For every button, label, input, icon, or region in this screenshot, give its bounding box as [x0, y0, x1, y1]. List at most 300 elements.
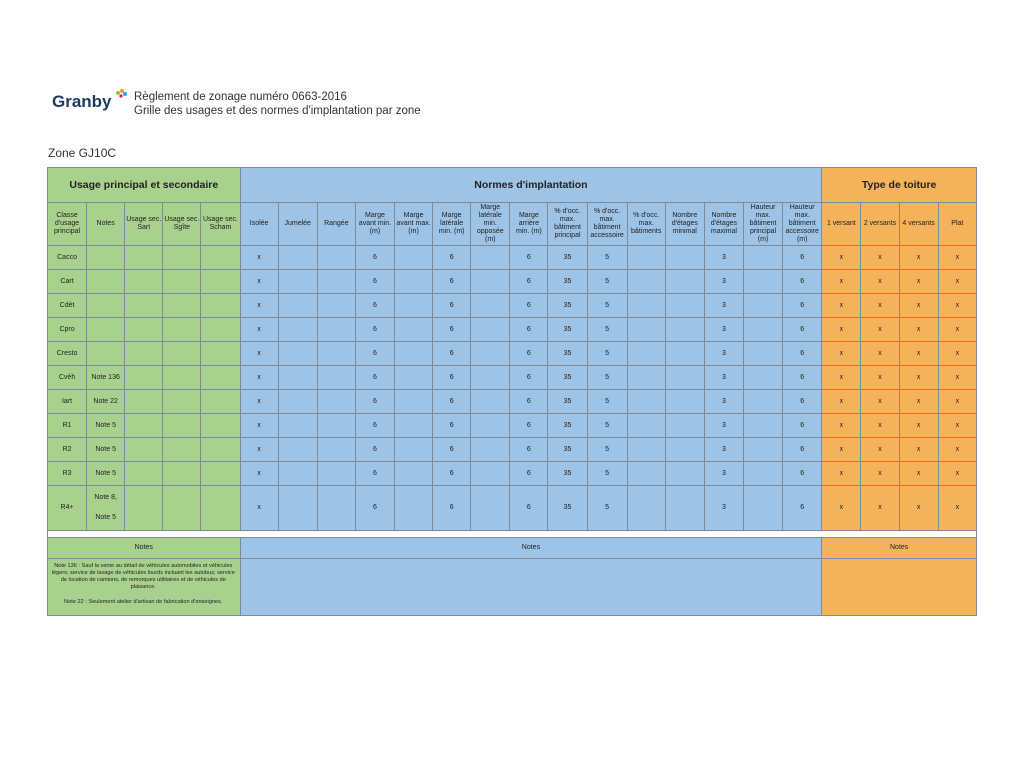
table-cell — [743, 366, 782, 390]
table-cell — [201, 246, 240, 270]
usage-class-cell: R1 — [48, 414, 87, 438]
table-cell — [743, 438, 782, 462]
table-cell: 35 — [548, 390, 587, 414]
usage-class-cell: Cacco — [48, 246, 87, 270]
table-cell — [163, 438, 201, 462]
table-cell — [163, 270, 201, 294]
table-cell — [317, 414, 355, 438]
table-cell: x — [861, 270, 899, 294]
column-header: Classe d'usage principal — [48, 203, 87, 246]
table-cell — [317, 342, 355, 366]
table-cell — [163, 366, 201, 390]
table-cell: x — [822, 294, 861, 318]
table-cell: x — [240, 462, 278, 486]
table-cell: 5 — [587, 438, 627, 462]
table-cell: x — [899, 390, 938, 414]
table-cell — [471, 294, 510, 318]
table-cell — [163, 318, 201, 342]
note-ref: Note 8, — [94, 494, 117, 501]
table-cell: Note 136 — [87, 366, 125, 390]
usage-class-cell: Iart — [48, 390, 87, 414]
table-cell: x — [822, 390, 861, 414]
table-cell — [743, 390, 782, 414]
table-cell: 35 — [548, 462, 587, 486]
table-cell — [278, 318, 317, 342]
table-cell: 6 — [510, 486, 548, 531]
table-cell: x — [822, 438, 861, 462]
table-cell: x — [822, 318, 861, 342]
document-title — [134, 90, 534, 118]
table-cell: 6 — [355, 318, 394, 342]
table-cell: x — [938, 438, 976, 462]
zoning-grid-table — [47, 167, 977, 616]
spacer-cell — [48, 531, 977, 538]
table-cell: x — [899, 318, 938, 342]
table-row — [48, 414, 977, 438]
table-cell — [627, 318, 665, 342]
table-cell: x — [240, 390, 278, 414]
table-cell — [278, 246, 317, 270]
table-cell — [743, 270, 782, 294]
table-cell — [125, 318, 163, 342]
logo-text: Granby — [52, 92, 112, 111]
table-cell: 6 — [783, 390, 822, 414]
table-cell: x — [899, 462, 938, 486]
column-header: Usage sec. Sgîte — [163, 203, 201, 246]
table-cell: 6 — [355, 270, 394, 294]
table-cell — [317, 270, 355, 294]
table-cell: 35 — [548, 486, 587, 531]
table-cell: x — [822, 486, 861, 531]
table-cell: 3 — [704, 438, 743, 462]
table-cell: x — [938, 486, 976, 531]
table-cell: 6 — [355, 438, 394, 462]
column-header: 4 versants — [899, 203, 938, 246]
table-cell: 3 — [704, 294, 743, 318]
granby-logo — [52, 92, 132, 116]
table-cell — [395, 342, 433, 366]
column-header: % d'occ. max. bâtiment accessoire — [587, 203, 627, 246]
table-row — [48, 342, 977, 366]
table-cell: x — [938, 342, 976, 366]
table-cell — [665, 438, 704, 462]
table-cell — [278, 414, 317, 438]
table-cell: x — [240, 318, 278, 342]
table-cell — [278, 342, 317, 366]
group-normes: Normes d'implantation — [240, 168, 822, 203]
table-cell: 6 — [783, 438, 822, 462]
table-cell: 5 — [587, 462, 627, 486]
table-cell: 6 — [510, 318, 548, 342]
table-cell — [278, 270, 317, 294]
table-cell — [665, 462, 704, 486]
table-cell: 6 — [510, 294, 548, 318]
table-cell — [163, 390, 201, 414]
table-cell: x — [861, 462, 899, 486]
table-cell: 5 — [587, 246, 627, 270]
table-row — [48, 366, 977, 390]
notes-body-row — [48, 559, 977, 616]
table-cell — [87, 246, 125, 270]
table-cell: x — [861, 438, 899, 462]
table-cell: 6 — [433, 294, 471, 318]
table-cell — [163, 486, 201, 531]
column-header: Marge latérale min. (m) — [433, 203, 471, 246]
table-cell — [665, 318, 704, 342]
column-header: % d'occ. max. bâtiment principal — [548, 203, 587, 246]
table-cell — [163, 462, 201, 486]
table-cell — [743, 486, 782, 531]
group-usage: Usage principal et secondaire — [48, 168, 241, 203]
table-cell: 35 — [548, 342, 587, 366]
table-cell — [395, 246, 433, 270]
table-cell — [471, 270, 510, 294]
table-cell: 5 — [587, 318, 627, 342]
table-cell — [743, 414, 782, 438]
table-cell: x — [899, 438, 938, 462]
column-header: Usage sec. Scham — [201, 203, 240, 246]
column-header: % d'occ. max. bâtiments — [627, 203, 665, 246]
table-cell — [278, 390, 317, 414]
column-header: Nombre d'étages minimal — [665, 203, 704, 246]
table-cell: x — [938, 390, 976, 414]
table-cell: x — [240, 366, 278, 390]
table-cell — [627, 294, 665, 318]
table-cell: 6 — [510, 390, 548, 414]
table-cell — [471, 366, 510, 390]
table-cell: 6 — [510, 246, 548, 270]
column-header-row — [48, 203, 977, 246]
table-cell — [627, 486, 665, 531]
table-cell — [471, 390, 510, 414]
table-cell: x — [822, 462, 861, 486]
table-cell: x — [861, 486, 899, 531]
table-row — [48, 294, 977, 318]
column-header: 1 versant — [822, 203, 861, 246]
table-cell: x — [861, 342, 899, 366]
table-cell — [201, 342, 240, 366]
table-cell: x — [899, 294, 938, 318]
table-cell: 6 — [355, 390, 394, 414]
group-header-row — [48, 168, 977, 203]
table-cell — [471, 486, 510, 531]
column-header: Isolée — [240, 203, 278, 246]
table-cell: 5 — [587, 390, 627, 414]
table-row — [48, 390, 977, 414]
table-cell — [743, 318, 782, 342]
table-cell — [125, 366, 163, 390]
table-cell — [201, 462, 240, 486]
note-22-text: Note 22 : Seulement atelier d'artisan de fabrication d'enseignes. — [64, 599, 223, 605]
table-cell — [163, 246, 201, 270]
notes-toiture-cell — [822, 559, 977, 616]
notes-label-normes: Notes — [240, 538, 822, 559]
table-cell — [278, 486, 317, 531]
table-cell — [743, 462, 782, 486]
note-ref: Note 5 — [95, 514, 116, 521]
table-cell — [163, 294, 201, 318]
leaf-icon — [114, 88, 128, 102]
usage-class-cell: Cvéh — [48, 366, 87, 390]
note-136-text: Note 136 : Sauf la vente au détail de véhicules automobiles et véhicules légers; service de lavage de véhicules lourds incluant les autobus; service de location de camions, de remorques utilitaires et de véhicules de plaisance. — [51, 563, 235, 590]
table-cell: x — [240, 414, 278, 438]
table-cell — [665, 414, 704, 438]
table-cell: 35 — [548, 318, 587, 342]
table-cell — [87, 294, 125, 318]
column-header: Marge latérale min. opposée (m) — [471, 203, 510, 246]
table-cell — [163, 342, 201, 366]
table-cell: 6 — [510, 342, 548, 366]
table-cell: x — [938, 270, 976, 294]
table-cell — [87, 318, 125, 342]
column-header: Notes — [87, 203, 125, 246]
table-cell: 6 — [433, 318, 471, 342]
table-cell: x — [899, 246, 938, 270]
table-cell: 6 — [433, 342, 471, 366]
table-cell — [201, 414, 240, 438]
usage-class-cell: Cart — [48, 270, 87, 294]
table-cell — [395, 486, 433, 531]
table-cell: x — [861, 390, 899, 414]
table-cell: x — [822, 366, 861, 390]
usage-class-cell: Cpro — [48, 318, 87, 342]
table-cell — [201, 438, 240, 462]
table-cell: x — [240, 246, 278, 270]
table-cell — [471, 318, 510, 342]
table-cell: x — [822, 270, 861, 294]
table-cell — [125, 438, 163, 462]
table-cell: x — [861, 414, 899, 438]
table-row — [48, 318, 977, 342]
notes-header-row — [48, 538, 977, 559]
spacer-row — [48, 531, 977, 538]
table-cell: 6 — [783, 246, 822, 270]
notes-text — [49, 560, 239, 606]
table-cell: 6 — [433, 270, 471, 294]
table-cell: x — [822, 246, 861, 270]
table-cell — [665, 294, 704, 318]
table-cell: 35 — [548, 246, 587, 270]
notes-cell — [87, 486, 125, 531]
table-cell: 5 — [587, 270, 627, 294]
grid-subtitle: Grille des usages et des normes d'implantation par zone — [134, 105, 421, 117]
table-cell — [87, 342, 125, 366]
table-cell: x — [822, 414, 861, 438]
table-cell — [471, 438, 510, 462]
table-cell — [125, 246, 163, 270]
table-cell: 5 — [587, 342, 627, 366]
table-cell — [627, 270, 665, 294]
table-cell: 6 — [783, 342, 822, 366]
table-cell — [665, 390, 704, 414]
table-cell: 6 — [355, 294, 394, 318]
notes-label-toiture: Notes — [822, 538, 977, 559]
column-header: 2 versants — [861, 203, 899, 246]
table-cell: 6 — [355, 342, 394, 366]
table-cell — [395, 270, 433, 294]
table-cell — [125, 414, 163, 438]
table-cell: 6 — [355, 366, 394, 390]
zone-title: Zone GJ10C — [48, 146, 117, 160]
table-cell: x — [240, 486, 278, 531]
table-cell: 6 — [510, 414, 548, 438]
table-cell: 5 — [587, 366, 627, 390]
table-cell — [278, 294, 317, 318]
table-cell: 6 — [355, 246, 394, 270]
table-cell: x — [240, 342, 278, 366]
table-cell — [317, 462, 355, 486]
table-cell — [201, 318, 240, 342]
table-cell — [317, 438, 355, 462]
table-cell: 35 — [548, 414, 587, 438]
table-cell: 35 — [548, 294, 587, 318]
table-cell: x — [899, 414, 938, 438]
table-cell — [743, 294, 782, 318]
table-row — [48, 270, 977, 294]
table-cell: 6 — [433, 462, 471, 486]
table-cell — [201, 390, 240, 414]
table-cell — [627, 246, 665, 270]
table-cell: x — [822, 342, 861, 366]
table-cell: 6 — [510, 438, 548, 462]
table-row — [48, 486, 977, 531]
table-cell: 6 — [433, 366, 471, 390]
table-cell — [125, 390, 163, 414]
table-cell — [125, 270, 163, 294]
column-header: Marge avant min. (m) — [355, 203, 394, 246]
table-row — [48, 438, 977, 462]
column-header: Usage sec. Sart — [125, 203, 163, 246]
table-cell: x — [240, 294, 278, 318]
table-cell: 6 — [433, 390, 471, 414]
column-header: Jumelée — [278, 203, 317, 246]
table-cell — [471, 414, 510, 438]
column-header: Rangée — [317, 203, 355, 246]
table-cell — [743, 342, 782, 366]
table-cell: 6 — [433, 246, 471, 270]
table-cell: x — [899, 366, 938, 390]
table-cell — [317, 246, 355, 270]
table-cell — [395, 390, 433, 414]
table-cell: 3 — [704, 270, 743, 294]
table-cell — [278, 366, 317, 390]
table-cell: 6 — [355, 486, 394, 531]
table-cell: 3 — [704, 414, 743, 438]
table-cell — [201, 294, 240, 318]
table-cell: x — [899, 270, 938, 294]
usage-class-cell: R4+ — [48, 486, 87, 531]
table-cell — [317, 390, 355, 414]
table-cell — [125, 486, 163, 531]
table-cell: 6 — [355, 462, 394, 486]
table-cell — [395, 318, 433, 342]
table-cell: 6 — [783, 414, 822, 438]
table-cell — [627, 366, 665, 390]
table-cell: x — [938, 414, 976, 438]
table-cell — [125, 294, 163, 318]
table-cell — [665, 246, 704, 270]
table-cell: 3 — [704, 366, 743, 390]
table-cell: x — [240, 438, 278, 462]
table-cell — [395, 366, 433, 390]
table-cell: x — [899, 342, 938, 366]
table-cell: 6 — [510, 270, 548, 294]
table-cell — [125, 342, 163, 366]
column-header: Marge avant max. (m) — [395, 203, 433, 246]
table-cell — [317, 294, 355, 318]
table-cell: 6 — [783, 462, 822, 486]
table-cell: x — [861, 294, 899, 318]
usage-class-cell: Cresto — [48, 342, 87, 366]
table-cell: 5 — [587, 486, 627, 531]
table-cell: 6 — [433, 414, 471, 438]
table-cell: 3 — [704, 390, 743, 414]
table-cell: 6 — [355, 414, 394, 438]
table-cell — [471, 342, 510, 366]
column-header: Hauteur max. bâtiment principal (m) — [743, 203, 782, 246]
table-cell: x — [240, 270, 278, 294]
table-cell: 6 — [783, 318, 822, 342]
table-cell — [163, 414, 201, 438]
table-cell: x — [938, 318, 976, 342]
table-cell: 6 — [783, 486, 822, 531]
table-cell — [201, 486, 240, 531]
table-cell — [627, 462, 665, 486]
table-cell: 3 — [704, 342, 743, 366]
table-cell — [743, 246, 782, 270]
column-header: Marge arrière min. (m) — [510, 203, 548, 246]
column-header: Plat — [938, 203, 976, 246]
table-cell: 6 — [783, 270, 822, 294]
table-cell — [471, 462, 510, 486]
table-cell: 6 — [510, 366, 548, 390]
table-cell: x — [938, 462, 976, 486]
table-row — [48, 462, 977, 486]
table-cell — [395, 438, 433, 462]
table-cell: x — [861, 246, 899, 270]
table-cell: 3 — [704, 318, 743, 342]
table-cell — [395, 414, 433, 438]
table-cell — [317, 366, 355, 390]
table-cell: 35 — [548, 270, 587, 294]
regulation-title: Règlement de zonage numéro 0663-2016 — [134, 91, 347, 103]
table-cell: 3 — [704, 462, 743, 486]
table-cell: x — [861, 318, 899, 342]
usage-class-cell: R3 — [48, 462, 87, 486]
table-cell — [665, 486, 704, 531]
column-header: Hauteur max. bâtiment accessoire (m) — [783, 203, 822, 246]
table-cell — [627, 342, 665, 366]
notes-usage-cell — [48, 559, 241, 616]
table-cell — [665, 366, 704, 390]
table-cell: x — [938, 246, 976, 270]
group-toiture: Type de toiture — [822, 168, 977, 203]
table-cell — [317, 486, 355, 531]
table-cell: 6 — [433, 486, 471, 531]
table-cell: 6 — [783, 294, 822, 318]
table-cell — [665, 270, 704, 294]
table-cell — [471, 246, 510, 270]
table-cell: Note 5 — [87, 414, 125, 438]
table-cell — [87, 270, 125, 294]
table-cell — [395, 462, 433, 486]
column-header: Nombre d'étages maximal — [704, 203, 743, 246]
table-cell: 6 — [783, 366, 822, 390]
table-cell: Note 5 — [87, 462, 125, 486]
table-cell — [201, 366, 240, 390]
table-cell: x — [938, 366, 976, 390]
table-cell: 5 — [587, 294, 627, 318]
